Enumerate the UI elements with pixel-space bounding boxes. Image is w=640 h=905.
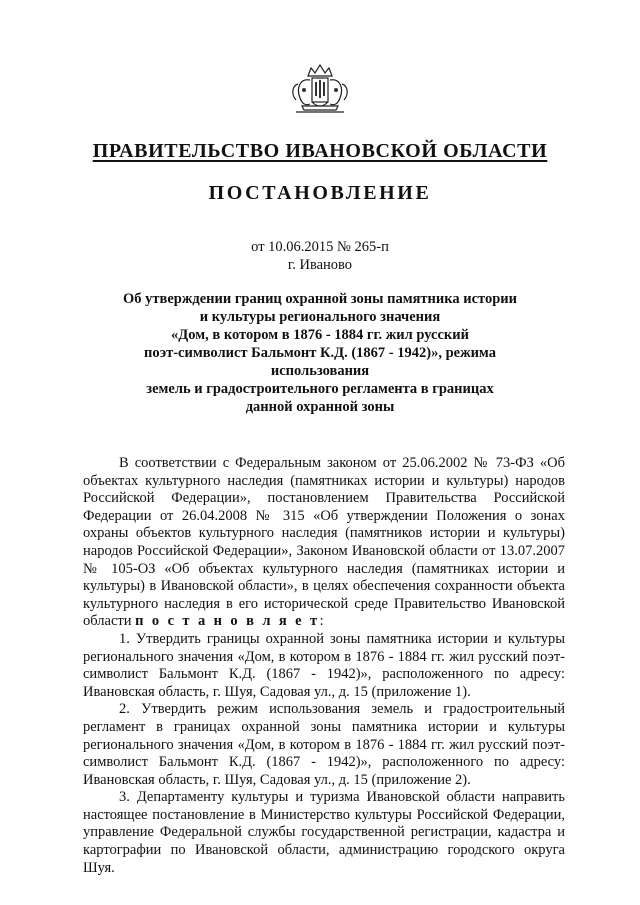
subject-line: Об утверждении границ охранной зоны памятника истории — [122, 291, 517, 307]
subject-line: данной охранной зоны — [245, 399, 395, 415]
item-3: 3. Департаменту культуры и туризма Ивановской области направить настоящее постановление в Министерство культуры Российской Федерации, управление Федеральной службы государственной регистрации, кадастра и картографии по Ивановской области, администрацию городского округа Шуя. — [83, 789, 565, 876]
document-body — [83, 455, 565, 877]
subject-line: земель и градостроительного регламента в границах — [146, 381, 494, 397]
document-type: ПОСТАНОВЛЕНИЕ — [208, 182, 432, 204]
government-title-text: ПРАВИТЕЛЬСТВО ИВАНОВСКОЙ ОБЛАСТИ — [92, 140, 548, 162]
subject-heading — [110, 290, 530, 416]
decree-colon: : — [319, 613, 324, 630]
preamble-text: В соответствии с Федеральным законом от 25.06.2002 № 73-ФЗ «Об объектах культурного наследия (памятниках истории и культуры) народов Российской Федерации», постановлением Правительства Российской Федерации от 26.04.2008 № 315 «Об утверждении Положения о зонах охраны объектов культурного наследия (памятников истории и культуры) народов Российской Федерации», Законом Ивановской области от 13.07.2007 № 105-ОЗ «Об объектах культурного наследия (памятниках истории и культуры) в Ивановской области», в целях обеспечения сохранности объекта культурного наследия в его исторической среде Правительство Ивановской области — [83, 455, 565, 630]
document-meta — [0, 238, 640, 274]
city: г. Иваново — [287, 257, 353, 273]
item-2: 2. Утвердить режим использования земель и градостроительный регламент в границах охранной зоны памятника истории и культуры регионального значения «Дом, в котором в 1876 - 1884 гг. жил русский поэт-символист Бальмонт К.Д. (1867 - 1942)», расположенного по адресу: Ивановская область, г. Шуя, Садовая ул., д. 15 (приложение 2). — [83, 701, 565, 788]
subject-line: и культуры регионального значения — [199, 309, 441, 325]
coat-of-arms-icon — [288, 60, 352, 116]
date-number: от 10.06.2015 № 265-п — [251, 239, 389, 255]
item-1: 1. Утвердить границы охранной зоны памятника истории и культуры регионального значения «Дом, в котором в 1876 - 1884 гг. жил русский поэт-символист Бальмонт К.Д. (1867 - 1942)», расположенного по адресу: Ивановская область, г. Шуя, Садовая ул., д. 15 (приложение 1). — [83, 630, 565, 700]
subject-line: «Дом, в котором в 1876 - 1884 гг. жил русский — [171, 327, 469, 343]
subject-line: поэт-символист Бальмонт К.Д. (1867 - 1942)», режима использования — [144, 345, 496, 379]
government-title — [0, 140, 640, 163]
preamble-paragraph — [83, 455, 565, 631]
decree-word: п о с т а н о в л я е т — [135, 613, 320, 630]
